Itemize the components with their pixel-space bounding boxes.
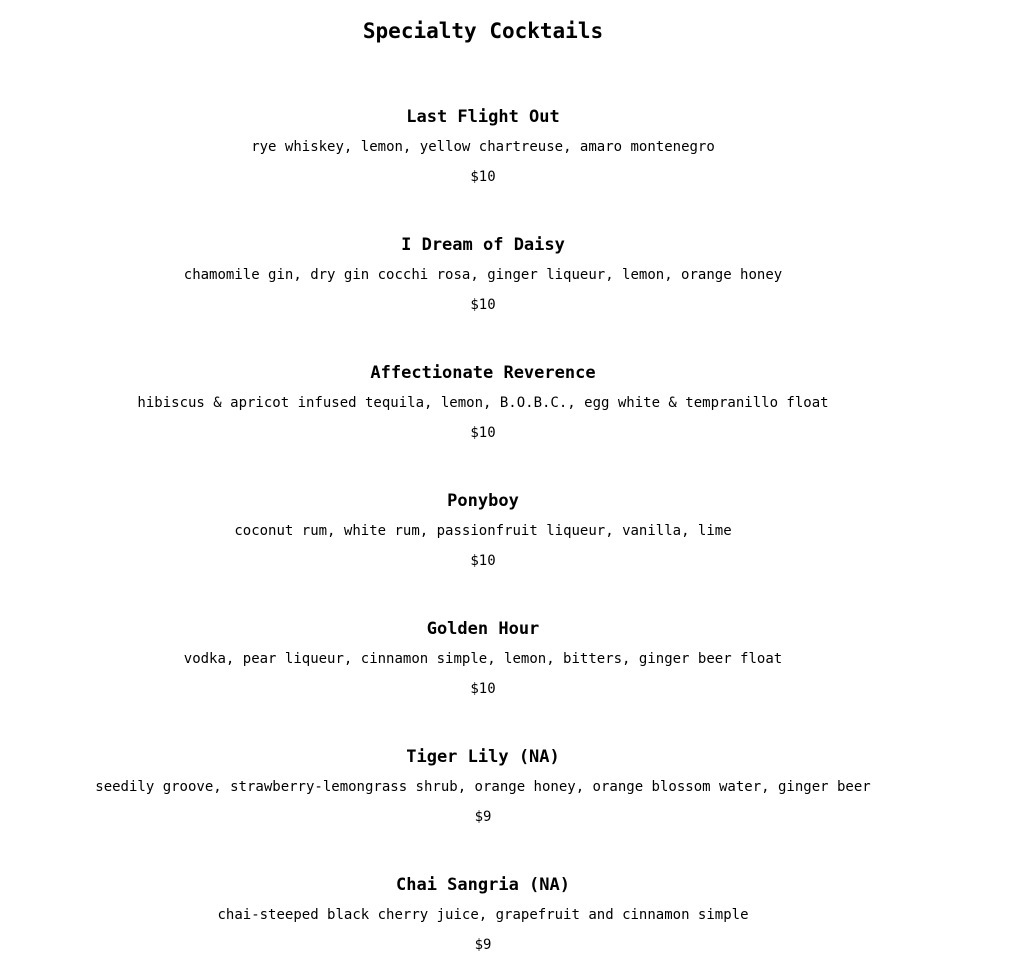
menu-item [0,875,966,954]
item-description: vodka, pear liqueur, cinnamon simple, lemon, bitters, ginger beer float [183,651,783,667]
item-name: Golden Hour [426,619,540,639]
item-price: $10 [470,169,496,185]
item-price: $10 [470,297,496,313]
menu-list [0,107,966,954]
item-description: hibiscus & apricot infused tequila, lemon, B.O.B.C., egg white & tempranillo float [137,395,829,411]
item-description: rye whiskey, lemon, yellow chartreuse, amaro montenegro [251,139,715,155]
menu-item [0,107,966,186]
item-description: chai-steeped black cherry juice, grapefruit and cinnamon simple [217,907,749,923]
item-name: Last Flight Out [406,107,560,127]
menu-item [0,491,966,570]
item-description: seedily groove, strawberry-lemongrass shrub, orange honey, orange blossom water, ginger beer [95,779,871,795]
item-description: chamomile gin, dry gin cocchi rosa, ginger liqueur, lemon, orange honey [183,267,783,283]
item-price: $10 [470,553,496,569]
item-name: Affectionate Reverence [370,363,596,383]
item-price: $9 [474,809,492,825]
menu-item [0,235,966,314]
page-title: Specialty Cocktails [362,19,604,43]
menu-item [0,747,966,826]
item-name: Chai Sangria (NA) [396,875,570,895]
item-price: $9 [474,937,492,953]
menu-item [0,363,966,442]
item-name: I Dream of Daisy [401,235,565,255]
item-price: $10 [470,681,496,697]
item-name: Tiger Lily (NA) [406,747,560,767]
item-name: Ponyboy [447,491,519,511]
item-description: coconut rum, white rum, passionfruit liqueur, vanilla, lime [234,523,732,539]
menu-item [0,619,966,698]
item-price: $10 [470,425,496,441]
